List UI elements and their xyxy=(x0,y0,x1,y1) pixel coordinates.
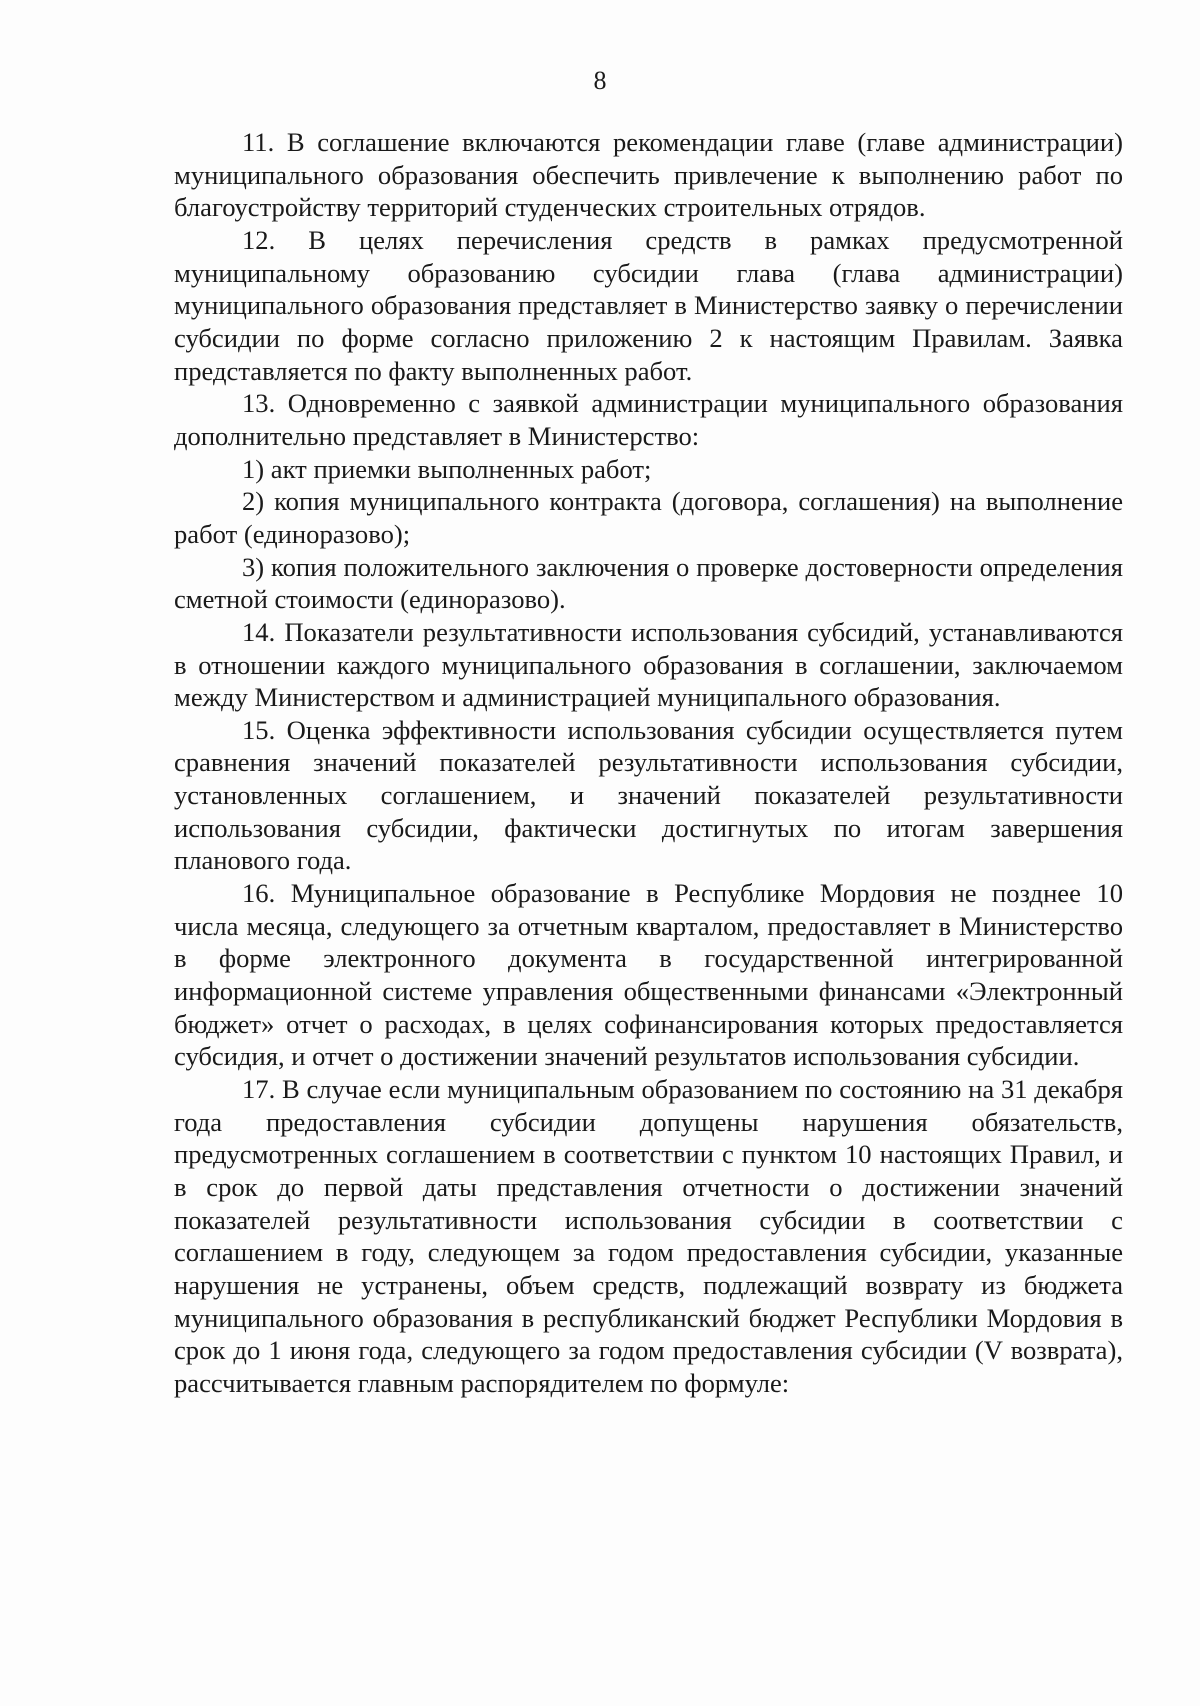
paragraph-14: 14. Показатели результативности использования субсидий, устанавливаются в отношении каждого муниципального образования в соглашении, заключаемом между Министерством и администрацией муниципального образования. xyxy=(174,616,1123,713)
paragraph-16: 16. Муниципальное образование в Республике Мордовия не позднее 10 числа месяца, следующего за отчетным кварталом, предоставляет в Министерство в форме электронного документа в государственной интегрированной информационной системе управления общественными финансами «Электронный бюджет» отчет о расходах, в целях софинансирования которых предоставляется субсидия, и отчет о достижении значений результатов использования субсидии. xyxy=(174,878,1123,1072)
list-item-3: 3) копия положительного заключения о проверке достоверности определения сметной стоимости (единоразово). xyxy=(174,551,1123,615)
document-body xyxy=(174,126,1123,1400)
paragraph-13: 13. Одновременно с заявкой администрации муниципального образования дополнительно представляет в Министерство: xyxy=(174,388,1123,451)
list-item-2: 2) копия муниципального контракта (договора, соглашения) на выполнение работ (единоразово); xyxy=(174,486,1123,549)
paragraph-15: 15. Оценка эффективности использования субсидии осуществляется путем сравнения значений показателей результативности использования субсидии, установленных соглашением, и значений показателей результативности использования субсидии, фактически достигнутых по итогам завершения планового года. xyxy=(174,714,1123,876)
paragraph-17: 17. В случае если муниципальным образованием по состоянию на 31 декабря года предоставления субсидии допущены нарушения обязательств, предусмотренных соглашением в соответствии с пунктом 10 настоящих Правил, и в срок до первой даты представления отчетности о достижении значений показателей результативности использования субсидии в соответствии с соглашением в году, следующем за годом предоставления субсидии, указанные нарушения не устранены, объем средств, подлежащий возврату из бюджета муниципального образования в республиканский бюджет Республики Мордовия в срок до 1 июня года, следующего за годом предоставления субсидии (V возврата), рассчитывается главным распорядителем по формуле: xyxy=(174,1074,1123,1398)
list-item-1: 1) акт приемки выполненных работ; xyxy=(242,453,652,484)
paragraph-12: 12. В целях перечисления средств в рамках предусмотренной муниципальному образованию субсидии глава (глава администрации) муниципального образования представляет в Министерство заявку о перечислении субсидии по форме согласно приложению 2 к настоящим Правилам. Заявка представляется по факту выполненных работ. xyxy=(174,224,1123,386)
paragraph-11: 11. В соглашение включаются рекомендации главе (главе администрации) муниципального образования обеспечить привлечение к выполнению работ по благоустройству территорий студенческих строительных отрядов. xyxy=(174,127,1123,223)
page-number: 8 xyxy=(593,66,607,95)
